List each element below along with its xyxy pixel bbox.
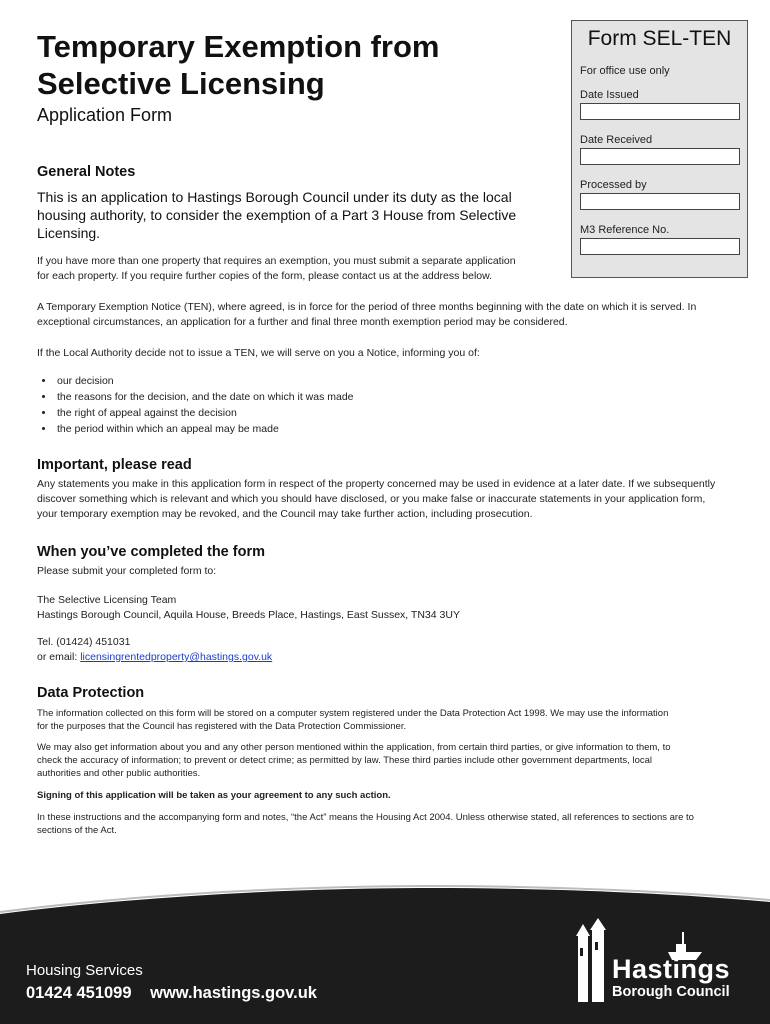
- list-item: • the period within which an appeal may be made: [55, 421, 717, 437]
- m3-reference-label: M3 Reference No.: [580, 224, 670, 236]
- data-protection-p2: We may also get information about you and any other person mentioned within the application, from certain third parties, or give information to them, to check the accuracy of information; to prevent or detect crime; as permitted by law. These third parties include other government departments, local authorities and other public authorities.: [37, 742, 671, 779]
- important-heading: Important, please read: [37, 457, 192, 473]
- list-item: • the reasons for the decision, and the date on which it was made: [55, 389, 717, 405]
- logo-name: Hastings: [612, 954, 731, 984]
- email-link[interactable]: licensingrentedproperty@hastings.gov.uk: [80, 651, 273, 663]
- footer-website[interactable]: www.hastings.gov.uk: [150, 984, 317, 1002]
- processed-by-label: Processed by: [580, 179, 647, 191]
- logo-subtitle: Borough Council: [612, 984, 730, 1000]
- email-prefix: or email:: [37, 651, 81, 663]
- data-protection-p3: Signing of this application will be taken as your agreement to any such action.: [37, 790, 391, 801]
- email-line: [37, 650, 717, 665]
- general-notes-p3: If the Local Authority decide not to issue a TEN, we will serve on you a Notice, informing you of:: [37, 347, 480, 359]
- list-item: • the right of appeal against the decision: [55, 405, 717, 421]
- date-issued-label: Date Issued: [580, 89, 639, 101]
- general-notes-heading: General Notes: [37, 164, 136, 180]
- data-protection-p1: The information collected on this form will be stored on a computer system registered under the Data Protection Act 1998. We may use the information for the purposes that the Council has registered with the Data Protection Commissioner.: [37, 708, 669, 732]
- general-notes-p1: If you have more than one property that requires an exemption, you must submit a separate application for each property. If you require further copies of the form, please contact us at the address below.: [37, 255, 516, 282]
- main-content: [37, 162, 717, 837]
- footer-phone: 01424 451099: [26, 984, 132, 1002]
- team-name: The Selective Licensing Team: [37, 594, 177, 606]
- completed-heading: When you’ve completed the form: [37, 544, 265, 560]
- footer-department: Housing Services: [26, 962, 143, 979]
- form-id: Form SEL-TEN: [587, 27, 732, 50]
- postal-address: Hastings Borough Council, Aquila House, Breeds Place, Hastings, East Sussex, TN34 3UY: [37, 609, 460, 621]
- page-subtitle: Application Form: [37, 105, 173, 125]
- general-notes-p2: A Temporary Exemption Notice (TEN), where agreed, is in force for the period of three months beginning with the date on which it is served. In exceptional circumstances, an application for a further and final three month exemption period may be considered.: [37, 301, 697, 328]
- page-title: Temporary Exemption from Selective Licensing: [37, 29, 440, 101]
- footer-contact: [26, 984, 331, 1003]
- office-use-label: For office use only: [580, 65, 670, 77]
- general-notes-lead: This is an application to Hastings Borough Council under its duty as the local housing authority, to consider the exemption of a Part 3 House from Selective Licensing.: [37, 189, 517, 241]
- decision-notice-list: [37, 373, 717, 437]
- date-issued-field[interactable]: [580, 103, 740, 120]
- telephone: Tel. (01424) 451031: [37, 636, 131, 648]
- data-protection-heading: Data Protection: [37, 685, 145, 701]
- list-item: • our decision: [55, 373, 717, 389]
- important-text: Any statements you make in this application form in respect of the property concerned may be used in evidence at a later date. If we subsequently discover something which is relevant and which you should have disclosed, or you make false or inaccurate statements in your application form, your temporary exemption may be revoked, and the Council may take further action, including prosecution.: [37, 478, 716, 520]
- submit-instruction: Please submit your completed form to:: [37, 565, 217, 577]
- date-received-label: Date Received: [580, 134, 653, 146]
- data-protection-p4: In these instructions and the accompanying form and notes, “the Act” means the Housing Act 2004. Unless otherwise stated, all references to sections are to sections of the Act.: [37, 812, 694, 836]
